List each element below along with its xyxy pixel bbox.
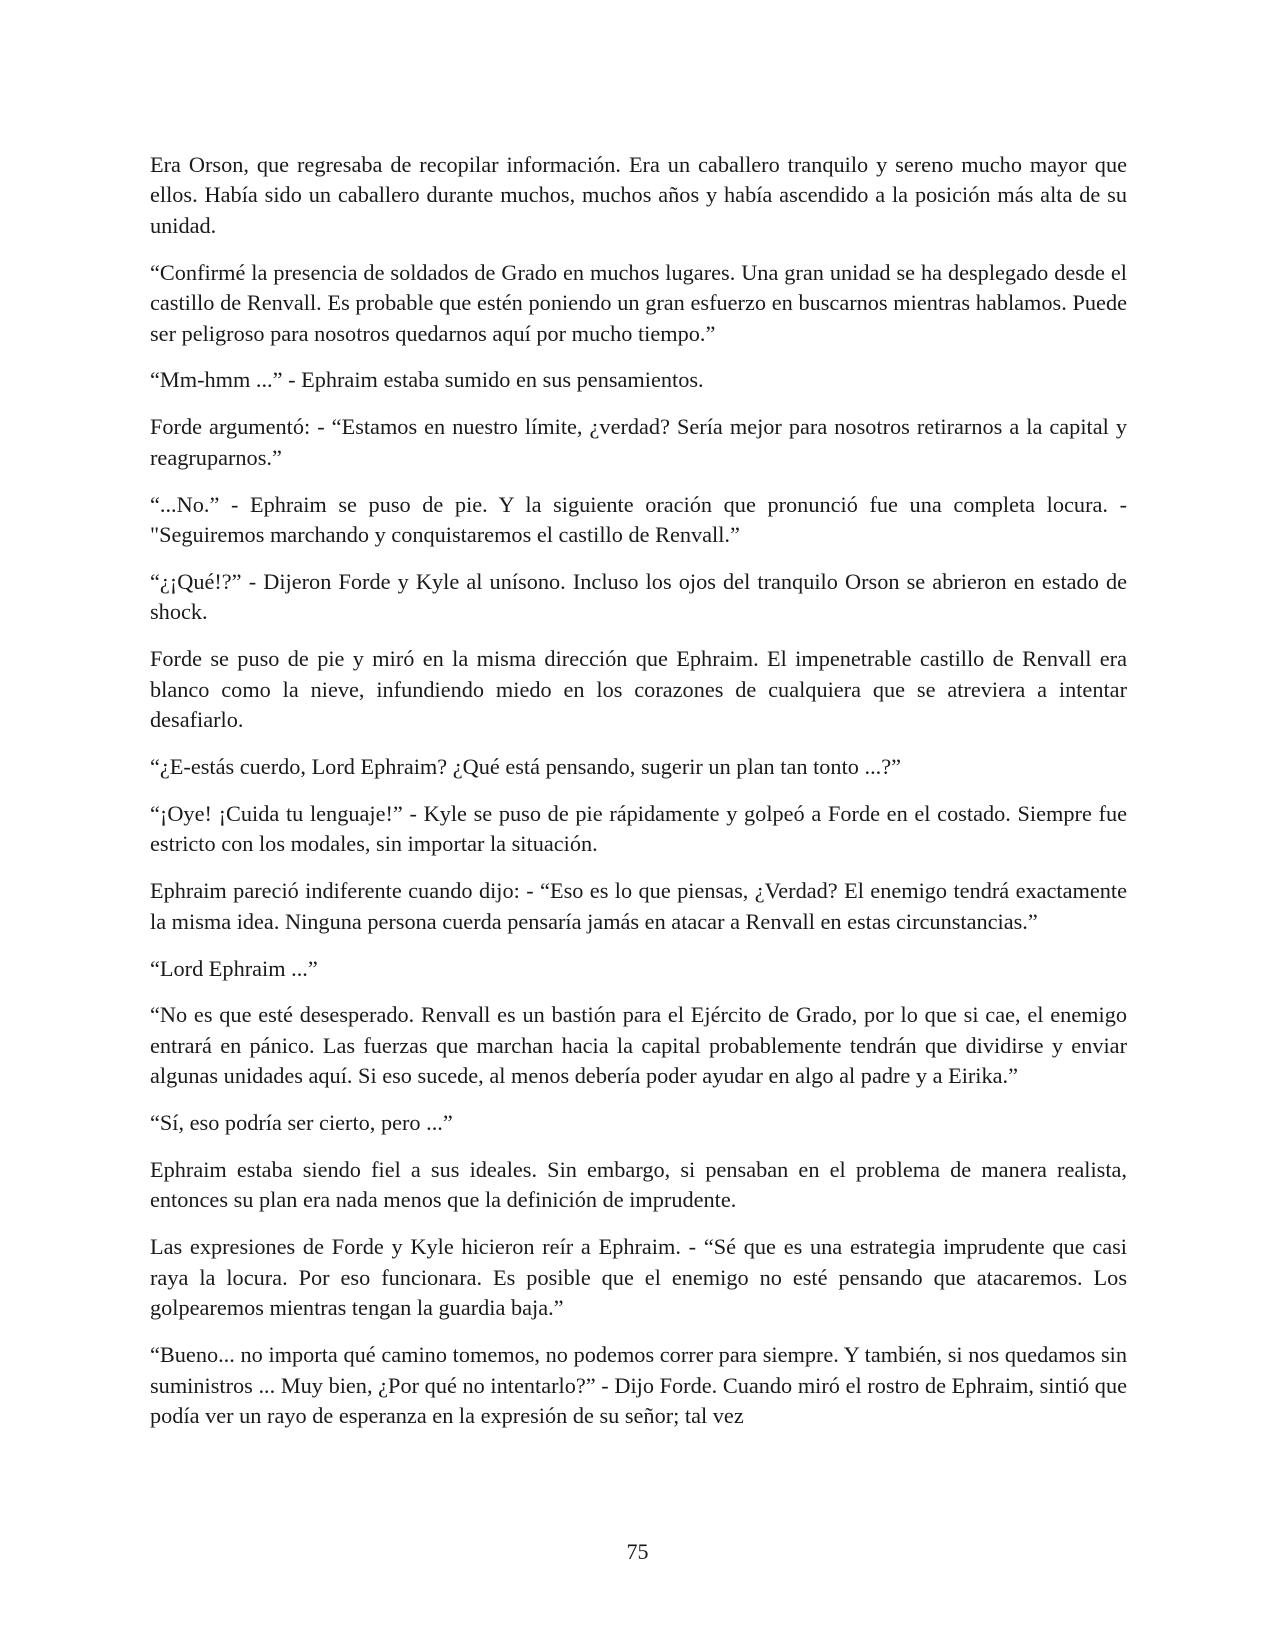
paragraph: Ephraim estaba siendo fiel a sus ideales. Sin embargo, si pensaban en el problema de manera realista, entonces su plan era nada menos que la definición de imprudente. — [150, 1157, 1127, 1213]
paragraph: “Lord Ephraim ...” — [150, 955, 318, 981]
page-number: 75 — [626, 1539, 649, 1564]
paragraph: “Mm-hmm ...” - Ephraim estaba sumido en sus pensamientos. — [150, 367, 704, 393]
paragraph: “Bueno... no importa qué camino tomemos, no podemos correr para siempre. Y también, si nos quedamos sin suministros ... Muy bien, ¿Por qué no intentarlo?” - Dijo Forde. Cuando miró el rostro de Ephraim, sintió que podía ver un rayo de esperanza en la expresión de su señor; tal vez — [150, 1342, 1127, 1428]
paragraph: “No es que esté desesperado. Renvall es un bastión para el Ejército de Grado, por lo que si cae, el enemigo entrará en pánico. Las fuerzas que marchan hacia la capital probablemente tendrán que dividirse y enviar algunas unidades aquí. Si eso sucede, al menos debería poder ayudar en algo al padre y a Eirika.” — [150, 1002, 1127, 1089]
paragraph: “¿¡Qué!?” - Dijeron Forde y Kyle al unísono. Incluso los ojos del tranquilo Orson se abrieron en estado de shock. — [150, 568, 1127, 625]
paragraph: Forde argumentó: - “Estamos en nuestro límite, ¿verdad? Sería mejor para nosotros retirarnos a la capital y reagruparnos.” — [150, 414, 1127, 470]
paragraph: Era Orson, que regresaba de recopilar información. Era un caballero tranquilo y sereno mucho mayor que ellos. Había sido un caballero durante muchos, muchos años y había ascendido a la posición más alta de su unidad. — [150, 152, 1127, 238]
paragraph: “¡Oye! ¡Cuida tu lenguaje!” - Kyle se puso de pie rápidamente y golpeó a Forde en el costado. Siempre fue estricto con los modales, sin importar la situación. — [150, 800, 1127, 857]
paragraph: Las expresiones de Forde y Kyle hicieron reír a Ephraim. - “Sé que es una estrategia imprudente que casi raya la locura. Por eso funcionara. Es posible que el enemigo no esté pensando que atacaremos. Los golpearemos mientras tengan la guardia baja.” — [150, 1234, 1127, 1321]
paragraph: “...No.” - Ephraim se puso de pie. Y la siguiente oración que pronunció fue una completa locura. - "Seguiremos marchando y conquistaremos el castillo de Renvall.” — [150, 491, 1127, 548]
paragraph: “Confirmé la presencia de soldados de Grado en muchos lugares. Una gran unidad se ha desplegado desde el castillo de Renvall. Es probable que estén poniendo un gran esfuerzo en buscarnos mientras hablamos. Puede ser peligroso para nosotros quedarnos aquí por mucho tiempo.” — [150, 259, 1127, 346]
paragraph: Forde se puso de pie y miró en la misma dirección que Ephraim. El impenetrable castillo de Renvall era blanco como la nieve, infundiendo miedo en los corazones de cualquiera que se atreviera a intentar desafiarlo. — [150, 646, 1127, 733]
paragraph: “Sí, eso podría ser cierto, pero ...” — [150, 1110, 453, 1136]
paragraph: Ephraim pareció indiferente cuando dijo: - “Eso es lo que piensas, ¿Verdad? El enemigo tendrá exactamente la misma idea. Ninguna persona cuerda pensaría jamás en atacar a Renvall en estas circunstancias.” — [150, 878, 1127, 934]
body-text — [150, 150, 1127, 1448]
paragraph: “¿E-estás cuerdo, Lord Ephraim? ¿Qué está pensando, sugerir un plan tan tonto ...?” — [150, 754, 902, 779]
